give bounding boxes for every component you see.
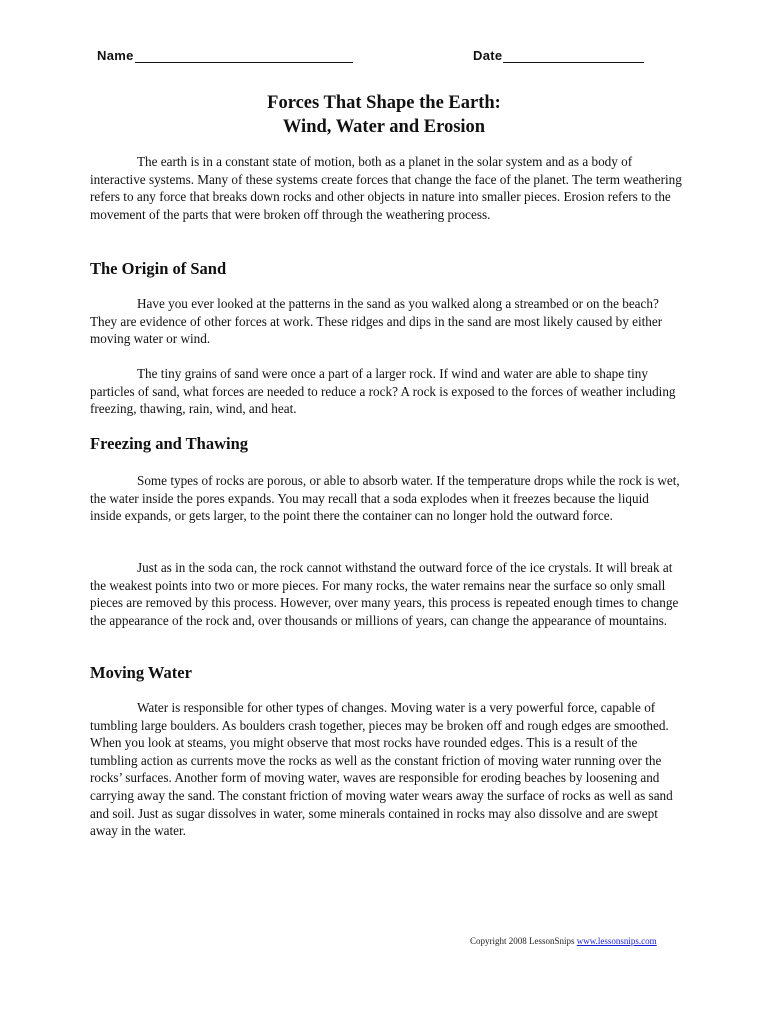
paragraph-text: Just as in the soda can, the rock cannot withstand the outward force of the ice crystals. It will break at the weakest points into two or more pieces. For many rocks, the water remains near the surface so only small pieces are removed by this process. However, over many years, this process is repeated enough times to change the appearance of the rock and, over thousands or millions of years, can change the appearance of mountains. [90,560,679,628]
name-blank-line[interactable] [135,48,353,63]
date-label: Date [473,48,503,63]
footer [470,936,657,946]
name-field[interactable] [97,48,353,63]
intro-text: The earth is in a constant state of motion, both as a planet in the solar system and as a body of interactive systems. Many of these systems create forces that change the face of the planet. The term weathering refers to any force that breaks down rocks and other objects in nature into smaller pieces. Erosion refers to the movement of the parts that were broken off through the weathering process. [90,154,682,222]
paragraph [90,472,682,525]
name-label: Name [97,48,134,63]
paragraph-text: The tiny grains of sand were once a part of a larger rock. If wind and water are able to shape tiny particles of sand, what forces are needed to reduce a rock? A rock is exposed to the forces of weather including freezing, thawing, rain, wind, and heat. [90,366,676,417]
paragraph [90,295,682,348]
paragraph-text: Water is responsible for other types of changes. Moving water is a very powerful force, capable of tumbling large boulders. As boulders crash together, pieces may be broken off and rough edges are smoothed. When you look at steams, you might observe that most rocks have rounded edges. This is a result of the tumbling action as currents move the rocks as well as the constant friction of moving water running over the rocks’ surfaces. Another form of moving water, waves are responsible for eroding beaches by loosening and carrying away the sand. The constant friction of moving water wears away the surface of rocks as well as sand and soil. Just as sugar dissolves in water, some minerals contained in rocks may also dissolve and are swept away in the water. [90,700,673,839]
paragraph-text: Have you ever looked at the patterns in the sand as you walked along a streambed or on the beach? They are evidence of other forces at work. These ridges and dips in the sand are most likely caused by either moving water or wind. [90,296,663,347]
section-heading-freezing-and-thawing: Freezing and Thawing [90,434,248,453]
intro-paragraph [90,153,682,223]
paragraph [90,699,682,840]
paragraph [90,365,682,418]
paragraph-text: Some types of rocks are porous, or able to absorb water. If the temperature drops while the rock is wet, the water inside the pores expands. You may recall that a soda explodes when it freezes because the liquid inside expands, or gets larger, to the point there the container can no longer hold the outward force. [90,473,680,524]
lessonsnips-link[interactable]: www.lessonsnips.com [576,936,657,946]
page-title [0,91,768,139]
paragraph [90,559,682,629]
title-line-1: Forces That Shape the Earth: [267,93,501,113]
date-blank-line[interactable] [503,48,644,63]
title-line-2: Wind, Water and Erosion [282,117,486,137]
section-heading-moving-water: Moving Water [90,663,192,682]
section-heading-origin-of-sand: The Origin of Sand [90,259,227,278]
copyright-text: Copyright 2008 LessonSnips [470,936,575,946]
date-field[interactable] [473,48,644,63]
